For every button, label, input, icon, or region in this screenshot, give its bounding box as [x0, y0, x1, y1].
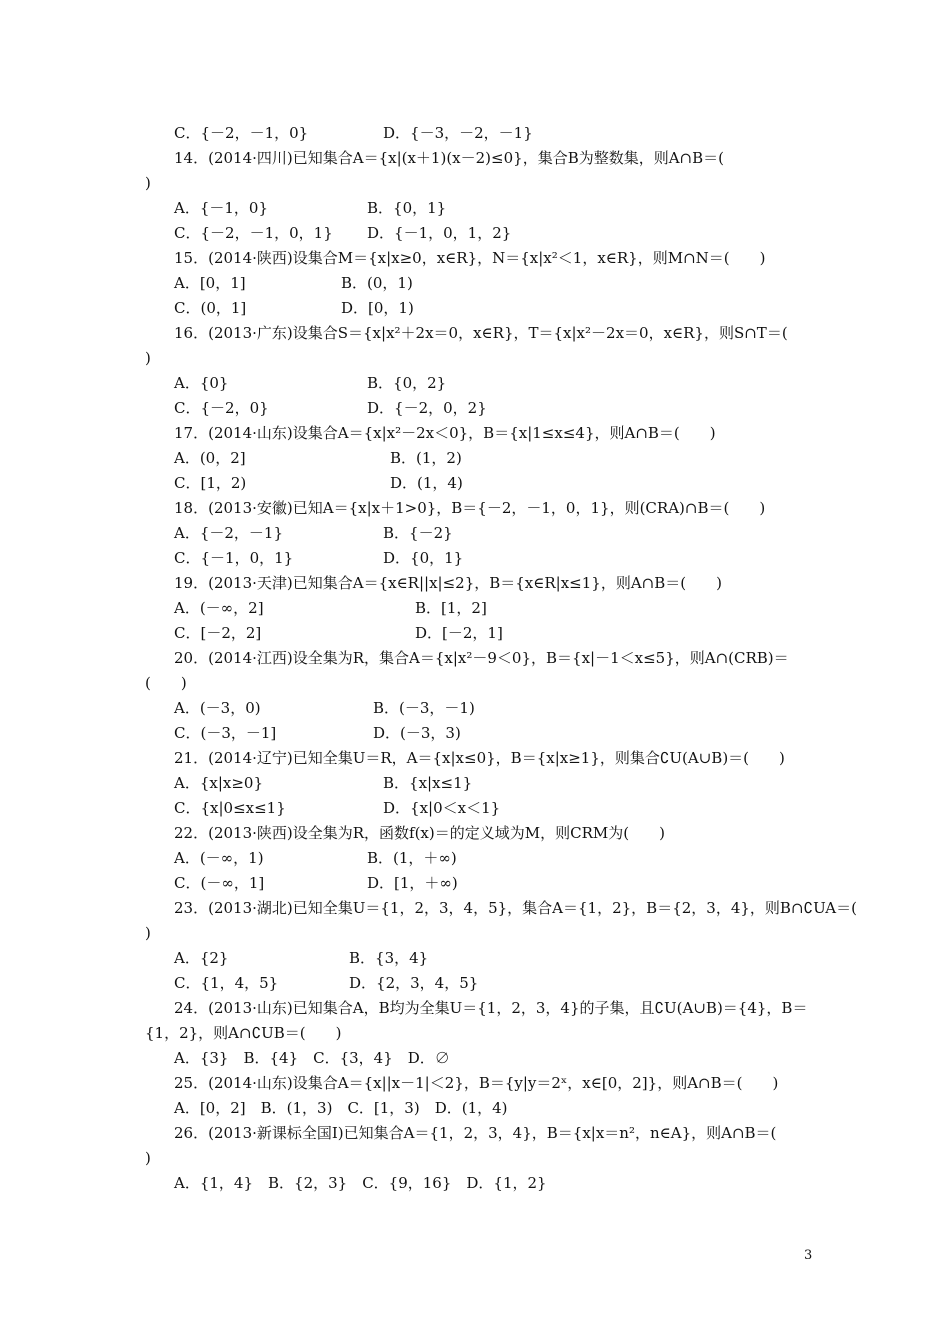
question-text: 23．(2013·湖北)已知全集U＝{1，2，3，4，5}，集合A＝{1，2}，B＝{2，3，4}，则B∩∁UA＝(	[174, 899, 857, 917]
question-text: 25．(2014·山东)设集合A＝{x||x－1|＜2}，B＝{y|y＝2ˣ，x∈[0，2]}，则A∩B＝( )	[174, 1074, 779, 1092]
option-row	[174, 873, 458, 893]
option-row	[174, 398, 487, 418]
option-row	[174, 448, 462, 468]
option-a: A．(－∞，1)	[174, 849, 264, 867]
option-a: C．{－2，－1，0，1}	[174, 224, 333, 242]
option-b: B．{0，2}	[367, 374, 447, 392]
option-a: C．(－∞，1]	[174, 874, 265, 892]
text-line: {1，2}，则A∩∁UB＝( )	[145, 1024, 342, 1042]
option-b: B．{x|x≤1}	[383, 774, 473, 792]
option-row	[174, 223, 512, 243]
option-b: D．[－2，1]	[415, 624, 503, 642]
option-row	[174, 773, 473, 793]
option-row	[174, 848, 457, 868]
question-text: 15．(2014·陕西)设集合M＝{x|x≥0，x∈R}，N＝{x|x²＜1，x∈R}，则M∩N＝( )	[174, 249, 766, 267]
option-b: D．{0，1}	[383, 549, 464, 567]
option-row	[174, 598, 487, 618]
option-row	[174, 373, 447, 393]
text-line: )	[145, 174, 151, 192]
option-a: C．[－2，2]	[174, 624, 262, 642]
option-b: D．{x|0＜x＜1}	[383, 799, 501, 817]
option-a: A．{0}	[174, 374, 229, 392]
option-row	[174, 623, 503, 643]
option-row	[174, 523, 453, 543]
question-text: 18．(2013·安徽)已知A＝{x|x＋1>0}，B＝{－2，－1，0，1}，则(CRA)∩B＝( )	[174, 499, 766, 517]
question-text: 21．(2014·辽宁)已知全集U＝R，A＝{x|x≤0}，B＝{x|x≥1}，则集合∁U(A∪B)＝( )	[174, 749, 785, 767]
option-a: C．(－3，－1]	[174, 724, 277, 742]
text-line: )	[145, 349, 151, 367]
option-row	[174, 198, 447, 218]
option-a: A．(－3，0)	[174, 699, 261, 717]
option-a: C．{1，4，5}	[174, 974, 279, 992]
option-b: D．[0，1)	[341, 299, 414, 317]
option-b: B．(0，1)	[341, 274, 413, 292]
option-b: B．(1，＋∞)	[367, 849, 457, 867]
option-row	[174, 723, 461, 743]
text-line: )	[145, 924, 151, 942]
question-text: 26．(2013·新课标全国Ⅰ)已知集合A＝{1，2，3，4}，B＝{x|x＝n²，n∈A}，则A∩B＝(	[174, 1124, 777, 1142]
page-number: 3	[804, 1248, 813, 1263]
option-b: D．{2，3，4，5}	[349, 974, 479, 992]
question-text: 22．(2013·陕西)设全集为R，函数f(x)＝的定义域为M，则CRM为( )	[174, 824, 665, 842]
option-b: B．(－3，－1)	[373, 699, 475, 717]
option-row	[174, 273, 413, 293]
option-a: A．(－∞，2]	[174, 599, 264, 617]
text-line: ( )	[145, 674, 187, 692]
option-a: C．{－2，－1，0}	[174, 124, 309, 142]
option-a: C．{－2，0}	[174, 399, 269, 417]
option-a: A．(0，2]	[174, 449, 246, 467]
option-a: C．(0，1]	[174, 299, 247, 317]
question-text: 20．(2014·江西)设全集为R，集合A＝{x|x²－9＜0}，B＝{x|－1＜x≤5}，则A∩(CRB)＝	[174, 649, 789, 667]
text-line: )	[145, 1149, 151, 1167]
question-text: 19．(2013·天津)已知集合A＝{x∈R||x|≤2}，B＝{x∈R|x≤1}，则A∩B＝( )	[174, 574, 722, 592]
option-row	[174, 698, 475, 718]
option-a: A．{－1，0}	[174, 199, 269, 217]
option-b: D．{－1，0，1，2}	[367, 224, 512, 242]
question-text: 16．(2013·广东)设集合S＝{x|x²＋2x＝0，x∈R}，T＝{x|x²－2x＝0，x∈R}，则S∩T＝(	[174, 324, 788, 342]
option-a: C．[1，2)	[174, 474, 247, 492]
option-row	[174, 473, 463, 493]
option-row	[174, 973, 479, 993]
option-row	[174, 123, 533, 143]
option-a: C．{－1，0，1}	[174, 549, 294, 567]
option-row	[174, 548, 464, 568]
option-a: A．[0，1]	[174, 274, 246, 292]
option-b: D．(－3，3)	[373, 724, 461, 742]
option-b: B．{0，1}	[367, 199, 447, 217]
option-row	[174, 798, 501, 818]
option-b: D．(1，4)	[390, 474, 463, 492]
option-row	[174, 298, 414, 318]
option-b: B．{－2}	[383, 524, 453, 542]
option-b: B．{3，4}	[349, 949, 429, 967]
text-line: A．{3} B．{4} C．{3，4} D．∅	[174, 1049, 450, 1067]
text-line: A．{1，4} B．{2，3} C．{9，16} D．{1，2}	[174, 1174, 547, 1192]
option-b: D．{－3，－2，－1}	[383, 124, 533, 142]
option-row	[174, 948, 429, 968]
text-line: A．[0，2] B．(1，3) C．[1，3) D．(1，4)	[174, 1099, 508, 1117]
option-a: A．{－2，－1}	[174, 524, 284, 542]
option-b: D．[1，＋∞)	[367, 874, 458, 892]
option-a: A．{2}	[174, 949, 229, 967]
option-b: D．{－2，0，2}	[367, 399, 487, 417]
option-b: B．[1，2]	[415, 599, 487, 617]
option-a: C．{x|0≤x≤1}	[174, 799, 286, 817]
option-b: B．(1，2)	[390, 449, 462, 467]
question-text: 24．(2013·山东)已知集合A，B均为全集U＝{1，2，3，4}的子集，且∁U(A∪B)＝{4}，B＝	[174, 999, 808, 1017]
question-text: 17．(2014·山东)设集合A＝{x|x²－2x＜0}，B＝{x|1≤x≤4}，则A∩B＝( )	[174, 424, 716, 442]
question-text: 14．(2014·四川)已知集合A＝{x|(x＋1)(x－2)≤0}，集合B为整数集，则A∩B＝(	[174, 149, 724, 167]
option-a: A．{x|x≥0}	[174, 774, 264, 792]
